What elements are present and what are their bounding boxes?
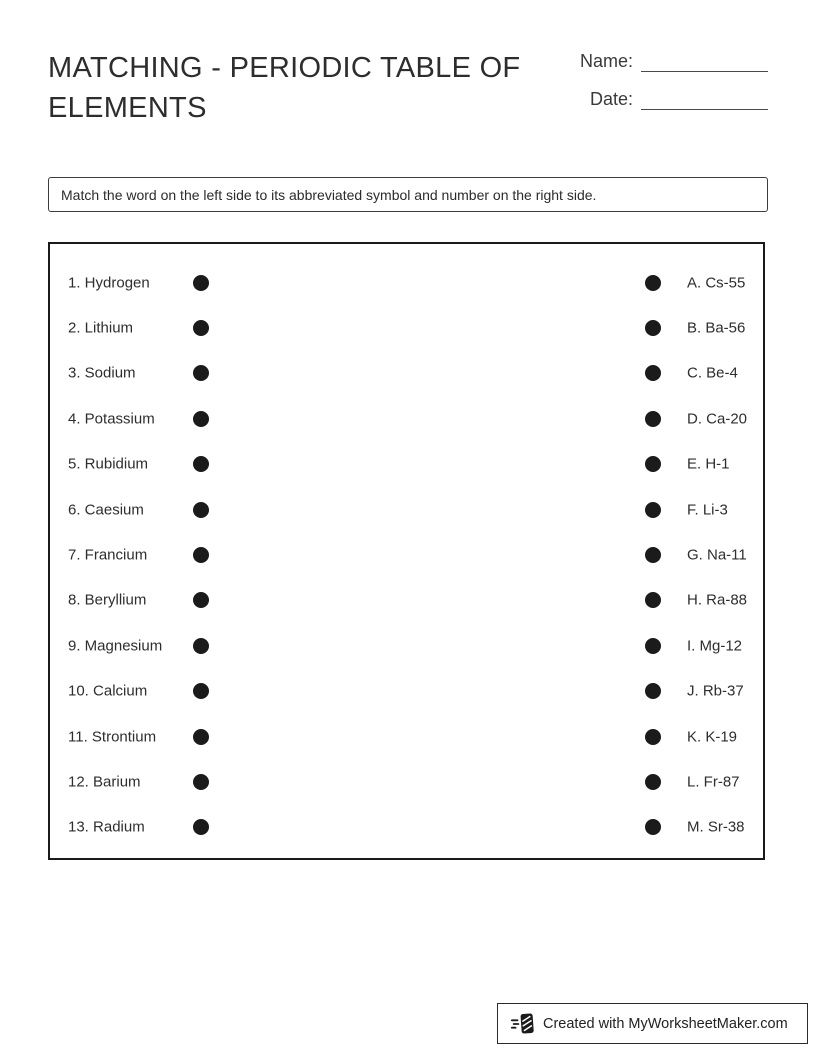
- answer-label: F. Li-3: [687, 501, 728, 519]
- answer-label: J. Rb-37: [687, 682, 744, 700]
- answer-dot[interactable]: [645, 365, 661, 381]
- question-label: 9. Magnesium: [68, 637, 163, 655]
- answer-label: L. Fr-87: [687, 773, 740, 791]
- question-dot[interactable]: [193, 638, 209, 654]
- question-label: 11. Strontium: [68, 728, 157, 746]
- question-dot[interactable]: [193, 774, 209, 790]
- question-dot[interactable]: [193, 320, 209, 336]
- answer-dot[interactable]: [645, 592, 661, 608]
- question-dot[interactable]: [193, 411, 209, 427]
- worksheet-maker-logo-icon: [510, 1011, 536, 1037]
- question-dot[interactable]: [193, 729, 209, 745]
- answer-dot[interactable]: [645, 320, 661, 336]
- question-label: 13. Radium: [68, 818, 145, 836]
- answer-label: B. Ba-56: [687, 319, 746, 337]
- answer-dot[interactable]: [645, 683, 661, 699]
- question-label: 3. Sodium: [68, 364, 136, 382]
- date-row: [568, 88, 768, 110]
- question-dot[interactable]: [193, 819, 209, 835]
- question-dot[interactable]: [193, 275, 209, 291]
- name-date-block: [568, 50, 768, 126]
- question-label: 2. Lithium: [68, 319, 134, 337]
- answer-label: C. Be-4: [687, 364, 738, 382]
- question-label: 12. Barium: [68, 773, 141, 791]
- name-row: [568, 50, 768, 72]
- match-row: [50, 532, 763, 577]
- match-row: [50, 305, 763, 350]
- question-dot[interactable]: [193, 592, 209, 608]
- answer-dot[interactable]: [645, 411, 661, 427]
- question-dot[interactable]: [193, 502, 209, 518]
- answer-label: M. Sr-38: [687, 818, 745, 836]
- question-dot[interactable]: [193, 365, 209, 381]
- instruction-text: Match the word on the left side to its abbreviated symbol and number on the right side.: [61, 186, 597, 203]
- answer-label: D. Ca-20: [687, 410, 748, 428]
- match-row: [50, 260, 763, 305]
- match-row: [50, 805, 763, 850]
- question-label: 7. Francium: [68, 546, 148, 564]
- match-row: [50, 714, 763, 759]
- answer-dot[interactable]: [645, 729, 661, 745]
- answer-label: K. K-19: [687, 728, 738, 746]
- match-row: [50, 623, 763, 668]
- question-dot[interactable]: [193, 456, 209, 472]
- credit-text: Created with MyWorksheetMaker.com: [543, 1015, 788, 1032]
- answer-label: H. Ra-88: [687, 591, 748, 609]
- match-row: [50, 396, 763, 441]
- question-label: 10. Calcium: [68, 682, 148, 700]
- answer-dot[interactable]: [645, 638, 661, 654]
- answer-dot[interactable]: [645, 774, 661, 790]
- name-label: Name:: [579, 51, 633, 71]
- match-row: [50, 442, 763, 487]
- answer-dot[interactable]: [645, 456, 661, 472]
- answer-dot[interactable]: [645, 819, 661, 835]
- answer-dot[interactable]: [645, 547, 661, 563]
- instruction-box: [48, 177, 768, 212]
- question-label: 4. Potassium: [68, 410, 155, 428]
- answer-label: A. Cs-55: [687, 274, 746, 292]
- question-label: 8. Beryllium: [68, 591, 147, 609]
- answer-label: G. Na-11: [687, 546, 747, 564]
- match-row: [50, 487, 763, 532]
- question-label: 1. Hydrogen: [68, 274, 150, 292]
- name-blank-line: [641, 51, 768, 72]
- credit-badge: [497, 1003, 808, 1044]
- question-dot[interactable]: [193, 683, 209, 699]
- date-label: Date:: [589, 89, 633, 109]
- answer-dot[interactable]: [645, 502, 661, 518]
- match-row: [50, 351, 763, 396]
- page-title: MATCHING - PERIODIC TABLE OF ELEMENTS: [48, 52, 521, 124]
- matching-exercise-box: [48, 242, 765, 860]
- answer-label: E. H-1: [687, 455, 730, 473]
- question-label: 5. Rubidium: [68, 455, 149, 473]
- answer-label: I. Mg-12: [687, 637, 743, 655]
- question-dot[interactable]: [193, 547, 209, 563]
- match-row: [50, 578, 763, 623]
- answer-dot[interactable]: [645, 275, 661, 291]
- question-label: 6. Caesium: [68, 501, 144, 519]
- match-row: [50, 669, 763, 714]
- date-blank-line: [641, 89, 768, 110]
- match-row: [50, 759, 763, 804]
